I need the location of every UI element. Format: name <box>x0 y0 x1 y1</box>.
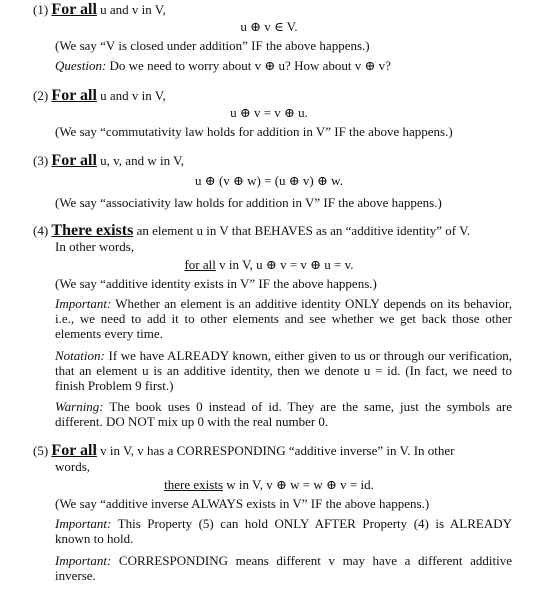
heading-text: v in V, v has a CORRESPONDING “additive inverse” in V. In other <box>96 443 455 458</box>
property-1-note: (We say “V is closed under addition” IF the above happens.) <box>55 38 370 53</box>
quantifier: For all <box>51 152 97 169</box>
heading-text: u and v in V, <box>96 2 166 17</box>
property-5-important-2 <box>55 553 512 583</box>
property-4-heading <box>33 223 470 238</box>
heading-text: u and v in V, <box>96 88 166 103</box>
property-5-heading-cont: words, <box>55 459 91 474</box>
property-5-heading <box>33 443 455 458</box>
question-label: Question: <box>55 58 107 73</box>
warning-label: Warning: <box>55 399 104 414</box>
item-number: (1) <box>33 2 49 17</box>
notation-label: Notation: <box>55 348 105 363</box>
property-5-note: (We say “additive inverse ALWAYS exists in V” IF the above happens.) <box>55 496 430 511</box>
item-number: (5) <box>33 443 49 458</box>
important-label: Important: <box>55 296 112 311</box>
item-number: (2) <box>33 88 49 103</box>
property-4-heading-cont: In other words, <box>55 239 135 254</box>
equation-quantifier: there exists <box>164 477 223 492</box>
property-1-question <box>55 58 391 73</box>
property-4-important <box>55 296 512 341</box>
property-2-note: (We say “commutativity law holds for addition in V” IF the above happens.) <box>55 124 453 139</box>
property-3-note: (We say “associativity law holds for addition in V” IF the above happens.) <box>55 195 442 210</box>
important-label: Important: <box>55 553 112 568</box>
heading-text: u, v, and w in V, <box>96 153 185 168</box>
item-number: (3) <box>33 153 49 168</box>
property-4-note: (We say “additive identity exists in V” IF the above happens.) <box>55 276 377 291</box>
heading-text: an element u in V that BEHAVES as an “additive identity” of V. <box>133 223 471 238</box>
important-text: This Property (5) can hold ONLY AFTER Property (4) is ALREADY known to hold. <box>55 516 512 546</box>
property-4-warning <box>55 399 512 429</box>
property-5-important-1 <box>55 516 512 546</box>
equation-text: w in V, v ⊕ w = w ⊕ v = id. <box>223 477 374 492</box>
property-4-notation <box>55 348 512 393</box>
quantifier: For all <box>51 1 97 18</box>
property-3-equation: u ⊕ (v ⊕ w) = (u ⊕ v) ⊕ w. <box>195 173 343 188</box>
property-2-heading <box>33 88 166 103</box>
item-number: (4) <box>33 223 49 238</box>
equation-text: v in V, u ⊕ v = v ⊕ u = v. <box>215 257 354 272</box>
property-4-equation <box>0 257 538 272</box>
important-label: Important: <box>55 516 112 531</box>
property-5-equation <box>0 477 538 492</box>
property-2-equation: u ⊕ v = v ⊕ u. <box>230 105 308 120</box>
important-text: Whether an element is an additive identity ONLY depends on its behavior, i.e., we need to add it to other elements and see whether we get back those other elements every time. <box>55 296 512 341</box>
property-1-equation: u ⊕ v ∈ V. <box>240 19 298 34</box>
question-text: Do we need to worry about v ⊕ u? How about v ⊕ v? <box>106 58 391 73</box>
warning-text: The book uses 0 instead of id. They are the same, just the symbols are different. DO NOT mix up 0 with the real number 0. <box>55 399 512 429</box>
quantifier: For all <box>51 87 97 104</box>
quantifier: For all <box>51 442 97 459</box>
important-text: CORRESPONDING means different v may have a different additive inverse. <box>55 553 512 583</box>
equation-quantifier: for all <box>184 257 216 272</box>
notation-text: If we have ALREADY known, either given to us or through our verification, that an element u is an additive identity, then we denote u = id. (In fact, we need to finish Problem 9 first.) <box>55 348 512 393</box>
property-3-heading <box>33 153 184 168</box>
quantifier: There exists <box>51 222 134 239</box>
property-1-heading <box>33 2 166 17</box>
